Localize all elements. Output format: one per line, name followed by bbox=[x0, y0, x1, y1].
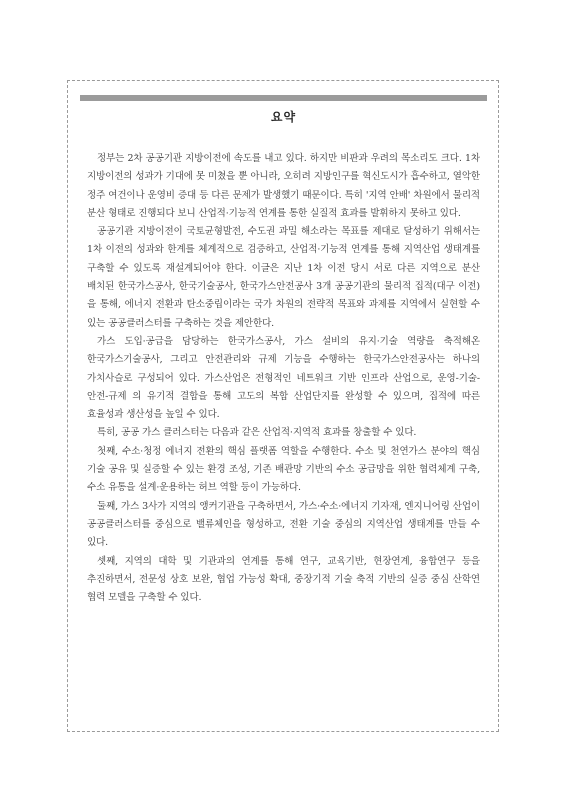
summary-body bbox=[87, 150, 480, 607]
paragraph-6: 둘째, 가스 3사가 지역의 앵커기관을 구축하면서, 가스·수소·에너지 기자재, 엔지니어링 산업이 공공클러스터를 중심으로 밸류체인을 형성하고, 전환 기술 중심의 지역산업 생태계를 만들 수 있다. bbox=[87, 500, 480, 549]
paragraph-3: 가스 도입·공급을 담당하는 한국가스공사, 가스 설비의 유지·기술 역량을 축적해온 한국가스기술공사, 그리고 안전관리와 규제 기능을 수행하는 한국가스안전공사는 하나의 가치사슬로 구성되어 있다. 가스산업은 전형적인 네트워크 기반 인프라 산업으로, 운영-기술-안전-규제 의 유기적 결합을 통해 고도의 복합 산업단지를 완성할 수 있으며, 집적에 따른 효율성과 생산성을 높일 수 있다. bbox=[87, 335, 480, 421]
paragraph-5: 첫째, 수소·청정 에너지 전환의 핵심 플랫폼 역할을 수행한다. 수소 및 천연가스 분야의 핵심 기술 공유 및 실증할 수 있는 환경 조성, 기존 배관망 기반의 수소 공급망을 위한 협력체계 구축, 수소 유통을 설계·운용하는 허브 역할 등이 가능하다. bbox=[87, 445, 480, 494]
paragraph-4: 특히, 공공 가스 클러스터는 다음과 같은 산업적·지역적 효과를 창출할 수 있다. bbox=[97, 427, 417, 439]
title-divider-bar bbox=[80, 95, 487, 101]
paragraph-2: 공공기관 지방이전이 국토균형발전, 수도권 과밀 해소라는 목표를 제대로 달성하기 위해서는 1차 이전의 성과와 한계를 체계적으로 검증하고, 산업적·기능적 연계를 통해 지역산업 생태계를 구축할 수 있도록 재설계되어야 한다. 이글은 지난 1차 이전 당시 서로 다른 지역으로 분산 배치된 한국가스공사, 한국기술공사, 한국가스안전공사 3개 공공기관의 물리적 집적(대구 이전)을 통해, 에너지 전환과 탄소중립이라는 국가 차원의 전략적 목표와 과제를 지역에서 실현할 수 있는 공공클러스터를 구축하는 것을 제안한다. bbox=[87, 226, 480, 329]
page-title: 요약 bbox=[270, 110, 297, 124]
paragraph-1: 정부는 2차 공공기관 지방이전에 속도를 내고 있다. 하지만 비판과 우려의 목소리도 크다. 1차 지방이전의 성과가 기대에 못 미쳤을 뿐 아니라, 오히려 지방인구를 혁신도시가 흡수하고, 열악한 정주 여건이나 운영비 증대 등 다른 문제가 발생했기 때문이다. 특히 '지역 안배' 차원에서 물리적 분산 형태로 진행되다 보니 산업적·기능적 연계를 통한 실질적 효과를 발휘하지 못하고 있다. bbox=[87, 153, 480, 219]
paragraph-7: 셋째, 지역의 대학 및 기관과의 연계를 통해 연구, 교육기반, 현장연계, 융합연구 등을 추진하면서, 전문성 상호 보완, 협업 가능성 확대, 중장기적 기술 축적 기반의 실증 중심 산학연 협력 모델을 구축할 수 있다. bbox=[87, 555, 480, 604]
